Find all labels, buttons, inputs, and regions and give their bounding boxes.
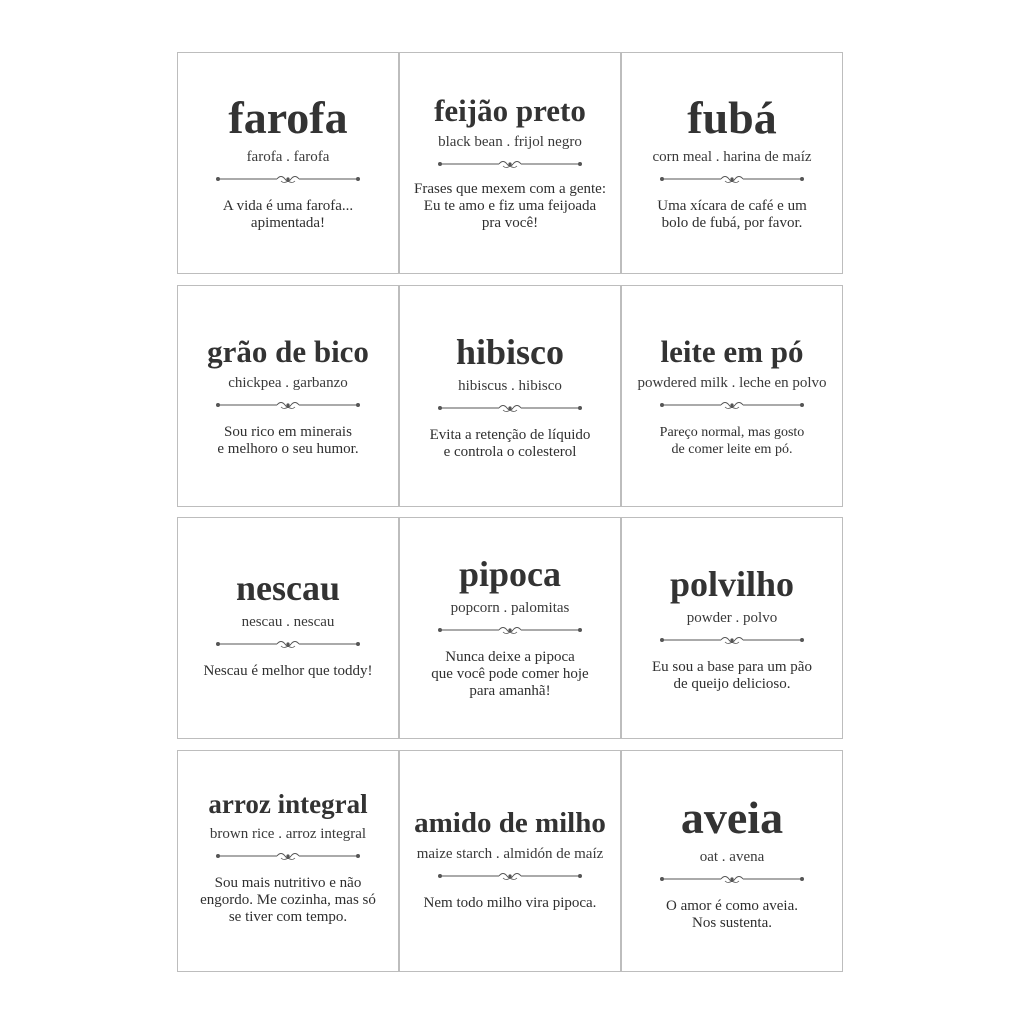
label-phrase: Nem todo milho vira pipoca. <box>423 895 597 911</box>
label-title: fubá <box>687 92 777 143</box>
label-card <box>621 52 843 274</box>
label-title: hibisco <box>455 332 565 372</box>
label-translation: corn meal . harina de maíz <box>652 149 812 165</box>
ornament-divider-icon <box>437 625 583 635</box>
label-row <box>177 750 845 972</box>
label-title: grão de bico <box>207 334 369 369</box>
ornament-divider-icon <box>215 400 361 410</box>
label-row <box>177 517 845 739</box>
label-card <box>399 285 621 507</box>
ornament-divider-icon <box>215 639 361 649</box>
ornament-divider-icon <box>659 174 805 184</box>
label-translation: brown rice . arroz integral <box>209 826 367 842</box>
ornament-divider-icon <box>659 635 805 645</box>
label-title: polvilho <box>669 564 795 604</box>
ornament-divider-icon <box>215 174 361 184</box>
label-card <box>621 285 843 507</box>
label-title: pipoca <box>458 554 562 594</box>
label-phrase: Frases que mexem com a gente: Eu te amo e fiz uma feijoada pra você! <box>413 181 607 231</box>
label-phrase: Nescau é melhor que toddy! <box>203 663 373 679</box>
label-translation: powder . polvo <box>686 610 778 626</box>
label-phrase: Sou rico em minerais e melhoro o seu humor. <box>217 424 359 457</box>
label-translation: oat . avena <box>699 849 765 865</box>
label-title: arroz integral <box>208 789 368 819</box>
label-phrase: A vida é uma farofa... apimentada! <box>222 198 354 231</box>
label-card <box>177 750 399 972</box>
ornament-divider-icon <box>437 159 583 169</box>
label-title: nescau <box>235 568 340 608</box>
ornament-divider-icon <box>659 400 805 410</box>
ornament-divider-icon <box>659 874 805 884</box>
label-translation: nescau . nescau <box>241 614 335 630</box>
label-title: feijão preto <box>434 93 586 128</box>
label-title: amido de milho <box>414 807 606 839</box>
label-title: aveia <box>680 792 784 843</box>
label-row <box>177 52 845 274</box>
ornament-divider-icon <box>437 403 583 413</box>
ornament-divider-icon <box>215 851 361 861</box>
label-translation: maize starch . almidón de maíz <box>416 846 604 862</box>
label-translation: black bean . frijol negro <box>438 134 582 150</box>
label-translation: farofa . farofa <box>246 149 330 165</box>
label-card <box>399 52 621 274</box>
label-row <box>177 285 845 507</box>
label-title: leite em pó <box>660 334 804 369</box>
label-translation: hibiscus . hibisco <box>458 378 562 394</box>
label-translation: chickpea . garbanzo <box>228 375 348 391</box>
label-phrase: Pareço normal, mas gosto de comer leite em pó. <box>659 425 805 457</box>
label-card <box>621 750 843 972</box>
label-card <box>177 517 399 739</box>
label-phrase: Uma xícara de café e um bolo de fubá, por favor. <box>657 198 807 231</box>
label-phrase: O amor é como aveia. Nos sustenta. <box>665 898 799 931</box>
label-translation: powdered milk . leche en polvo <box>637 375 827 391</box>
label-phrase: Evita a retenção de líquido e controla o colesterol <box>429 427 591 460</box>
label-phrase: Nunca deixe a pipoca que você pode comer hoje para amanhã! <box>431 649 589 699</box>
label-title: farofa <box>228 92 348 143</box>
label-card <box>399 517 621 739</box>
label-card <box>177 52 399 274</box>
label-card <box>177 285 399 507</box>
label-translation: popcorn . palomitas <box>450 600 570 616</box>
ornament-divider-icon <box>437 871 583 881</box>
label-card <box>399 750 621 972</box>
label-card <box>621 517 843 739</box>
label-phrase: Sou mais nutritivo e não engordo. Me cozinha, mas só se tiver com tempo. <box>200 875 376 925</box>
label-phrase: Eu sou a base para um pão de queijo delicioso. <box>652 659 812 692</box>
